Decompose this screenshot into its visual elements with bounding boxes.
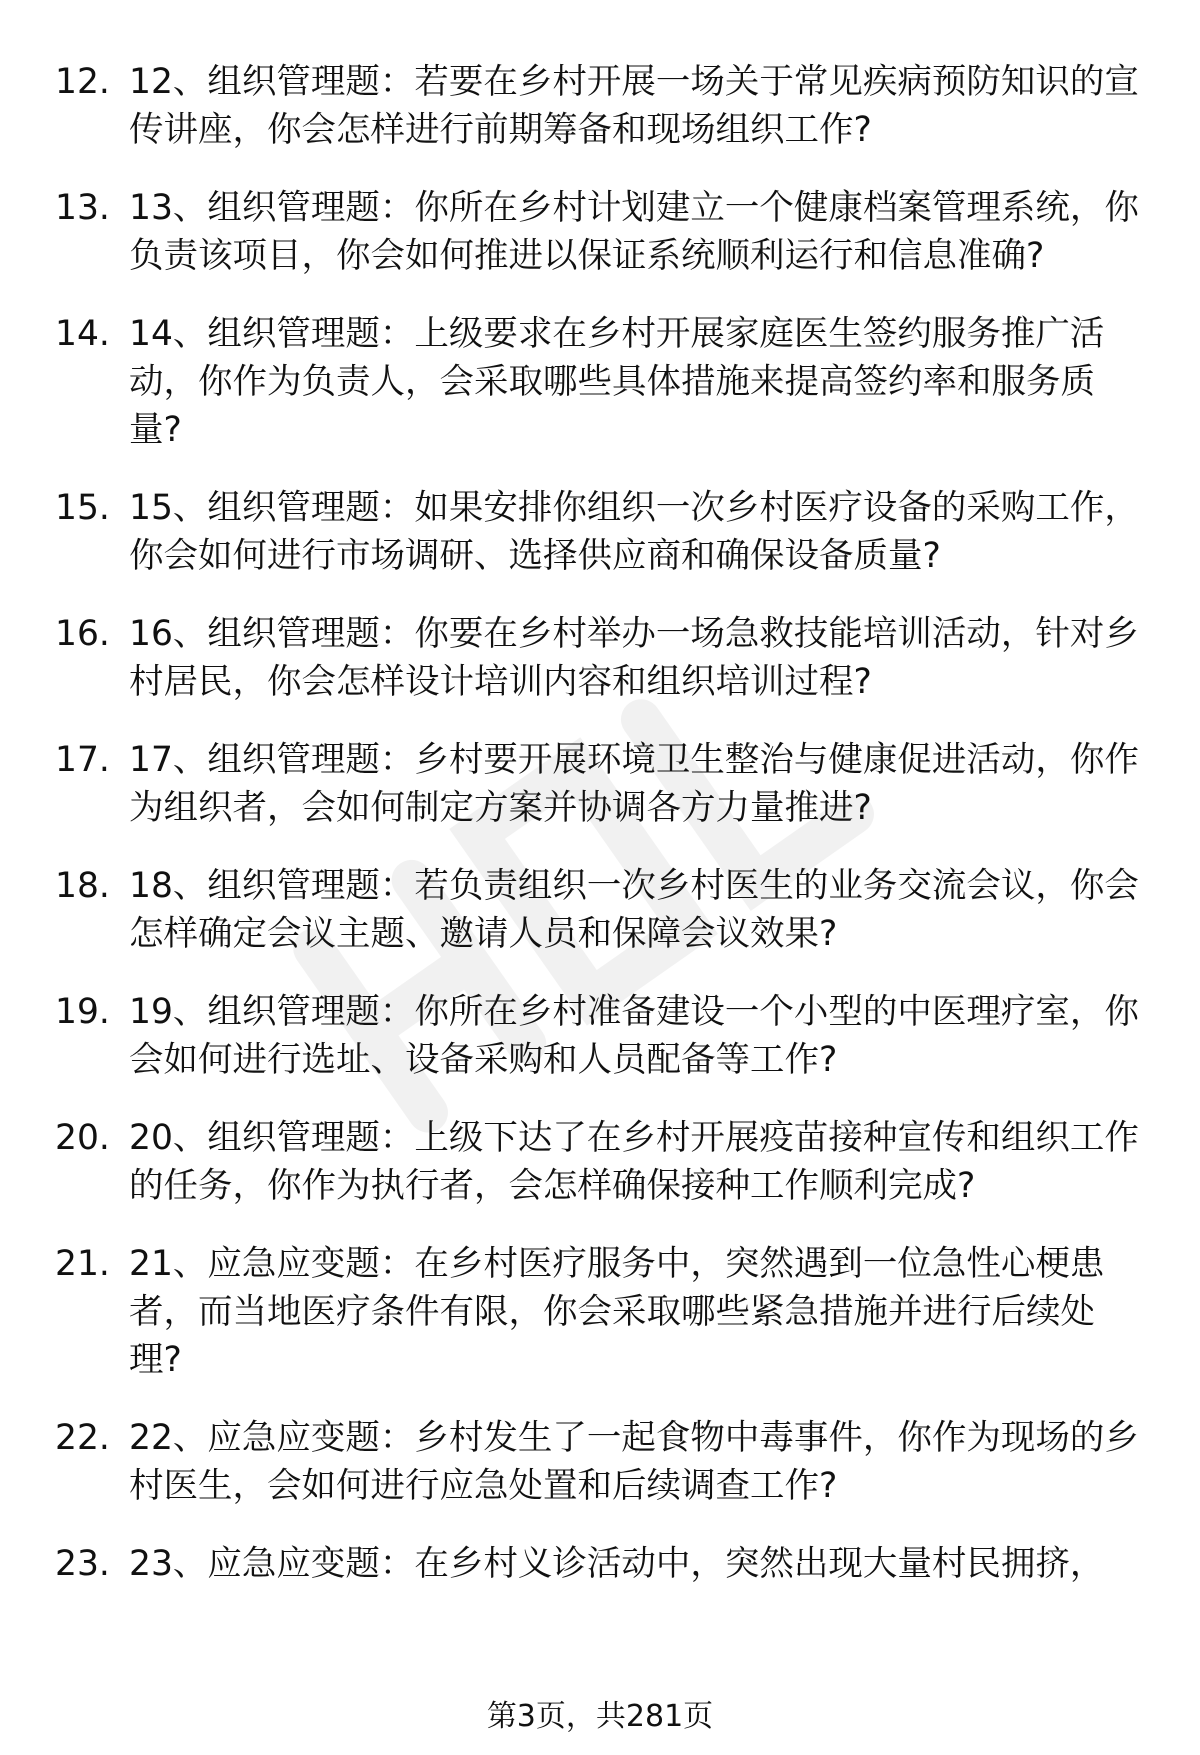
question-number: 23. [55,1544,110,1584]
question-item [55,1240,1145,1384]
question-text: 15、组织管理题：如果安排你组织一次乡村医疗设备的采购工作，你会如何进行市场调研、选择供应商和确保设备质量? [129,488,1139,576]
question-text: 14、组织管理题：上级要求在乡村开展家庭医生签约服务推广活动，你作为负责人，会采取哪些具体措施来提高签约率和服务质量? [129,314,1105,450]
question-text: 23、应急应变题：在乡村义诊活动中，突然出现大量村民拥挤， [129,1544,1105,1584]
question-number: 22. [55,1418,110,1458]
question-text: 22、应急应变题：乡村发生了一起食物中毒事件，你作为现场的乡村医生，会如何进行应急处置和后续调查工作? [129,1418,1139,1506]
question-text: 16、组织管理题：你要在乡村举办一场急救技能培训活动，针对乡村居民，你会怎样设计培训内容和组织培训过程? [129,614,1139,702]
question-number: 16. [55,614,110,654]
question-text: 12、组织管理题：若要在乡村开展一场关于常见疾病预防知识的宣传讲座，你会怎样进行前期筹备和现场组织工作? [129,62,1139,150]
question-item [55,1114,1145,1210]
question-number: 17. [55,740,110,780]
question-text: 18、组织管理题：若负责组织一次乡村医生的业务交流会议，你会怎样确定会议主题、邀请人员和保障会议效果? [129,866,1139,954]
question-item [55,736,1145,832]
question-item [55,1414,1145,1510]
question-number: 19. [55,992,110,1032]
question-number: 21. [55,1244,110,1284]
question-item [55,1540,1145,1588]
question-item [55,310,1145,454]
question-text: 13、组织管理题：你所在乡村计划建立一个健康档案管理系统，你负责该项目，你会如何推进以保证系统顺利运行和信息准确? [129,188,1139,276]
question-text: 21、应急应变题：在乡村医疗服务中，突然遇到一位急性心梗患者，而当地医疗条件有限，你会采取哪些紧急措施并进行后续处理? [129,1244,1105,1380]
question-item [55,184,1145,280]
question-number: 15. [55,488,110,528]
question-item [55,484,1145,580]
page-indicator: 第3页，共281页 [486,1699,714,1734]
question-number: 12. [55,62,110,102]
question-number: 14. [55,314,110,354]
question-text: 19、组织管理题：你所在乡村准备建设一个小型的中医理疗室，你会如何进行选址、设备采购和人员配备等工作? [129,992,1139,1080]
question-item [55,862,1145,958]
question-item [55,610,1145,706]
question-item [55,988,1145,1084]
question-text: 20、组织管理题：上级下达了在乡村开展疫苗接种宣传和组织工作的任务，你作为执行者，会怎样确保接种工作顺利完成? [129,1118,1139,1206]
question-number: 20. [55,1118,110,1158]
question-number: 18. [55,866,110,906]
question-text: 17、组织管理题：乡村要开展环境卫生整治与健康促进活动，你作为组织者，会如何制定方案并协调各方力量推进? [129,740,1139,828]
question-item [55,58,1145,154]
question-list [55,58,1145,1618]
question-number: 13. [55,188,110,228]
